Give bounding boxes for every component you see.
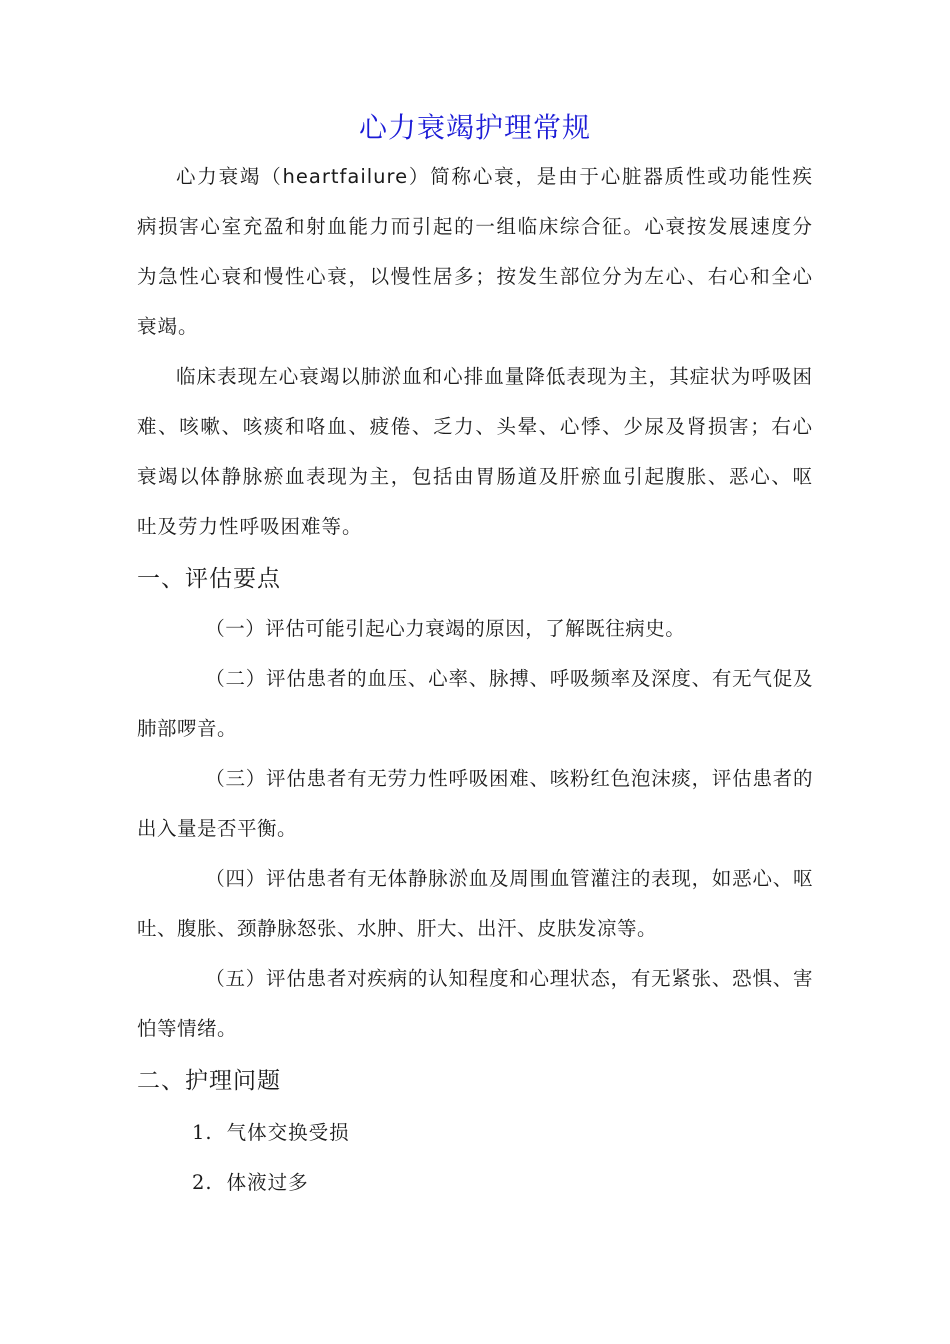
list-item-number: 1. <box>192 1121 213 1144</box>
assessment-item: （二）评估患者的血压、心率、脉搏、呼吸频率及深度、有无气促及肺部啰音。 <box>137 667 813 740</box>
document-body <box>137 152 813 1208</box>
list-item <box>137 1108 813 1158</box>
assessment-item: （三）评估患者有无劳力性呼吸困难、咳粉红色泡沫痰，评估患者的出入量是否平衡。 <box>137 767 813 840</box>
document-title: 心力衰竭护理常规 <box>358 111 591 144</box>
list-item-text: 体液过多 <box>226 1171 309 1194</box>
nursing-problem-list <box>137 1108 813 1208</box>
list-item-number: 2. <box>192 1171 213 1194</box>
list-item <box>137 1158 813 1208</box>
assessment-item: （一）评估可能引起心力衰竭的原因，了解既往病史。 <box>205 617 686 640</box>
section-heading-nursing-problems: 二、护理问题 <box>137 1068 281 1094</box>
section-heading-assessment: 一、评估要点 <box>137 566 281 592</box>
list-item-text: 气体交换受损 <box>226 1121 350 1144</box>
intro-paragraph-symptoms: 临床表现左心衰竭以肺淤血和心排血量降低表现为主，其症状为呼吸困难、咳嗽、咳痰和咯血、疲倦、乏力、头晕、心悸、少尿及肾损害；右心衰竭以体静脉瘀血表现为主，包括由胃肠道及肝瘀血引起腹胀、恶心、呕吐及劳力性呼吸困难等。 <box>137 365 813 538</box>
assessment-item: （五）评估患者对疾病的认知程度和心理状态，有无紧张、恐惧、害怕等情绪。 <box>137 967 813 1040</box>
intro-paragraph-definition: 心力衰竭（heartfailure）简称心衰，是由于心脏器质性或功能性疾病损害心室充盈和射血能力而引起的一组临床综合征。心衰按发展速度分为急性心衰和慢性心衰，以慢性居多；按发生部位分为左心、右心和全心衰竭。 <box>137 165 813 338</box>
assessment-item: （四）评估患者有无体静脉淤血及周围血管灌注的表现，如恶心、呕吐、腹胀、颈静脉怒张、水肿、肝大、出汗、皮肤发凉等。 <box>137 867 813 940</box>
